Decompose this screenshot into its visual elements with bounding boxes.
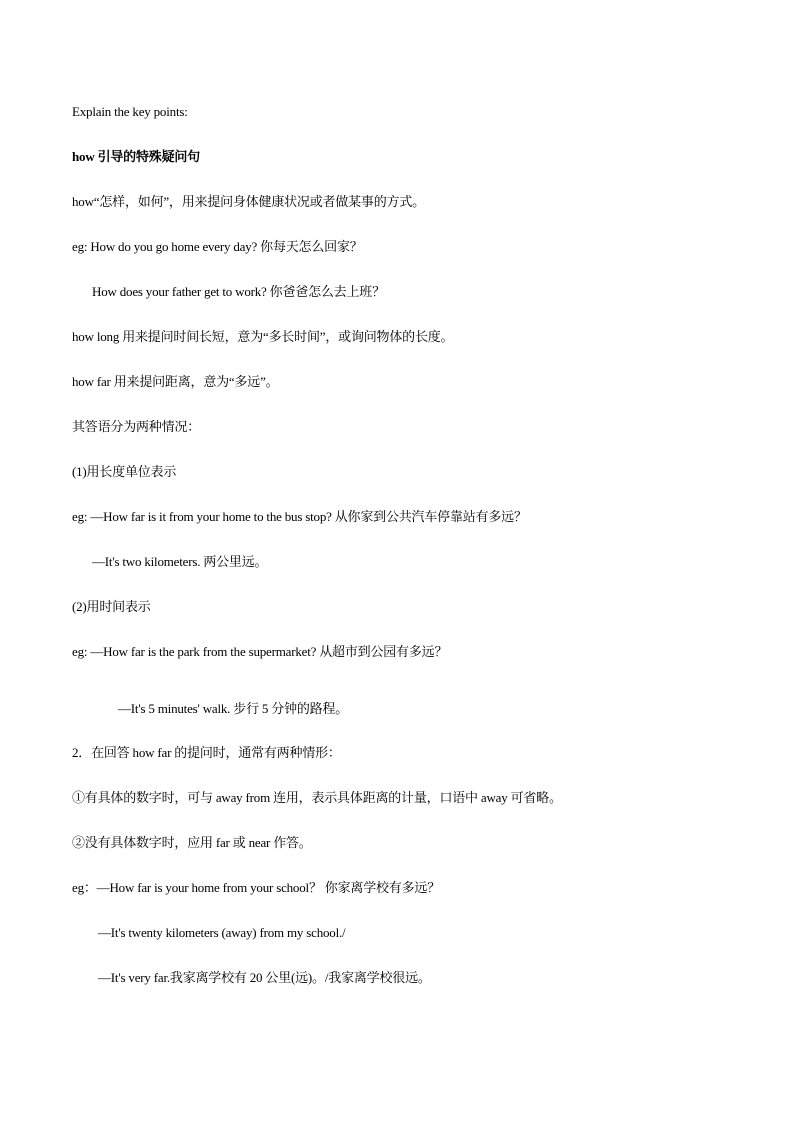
subheading: (1)用长度单位表示 bbox=[72, 464, 177, 479]
text-line: how long 用来提问时间长短，意为“多长时间”，或询问物体的长度。 bbox=[72, 329, 454, 344]
example-line: eg: —How far is it from your home to the bus stop? 从你家到公共汽车停靠站有多远？ bbox=[72, 509, 527, 524]
text-line: 其答语分为两种情况： bbox=[72, 419, 201, 434]
subheading: (2)用时间表示 bbox=[72, 599, 151, 614]
example-line: —It's very far.我家离学校有 20 公里(远)。/我家离学校很远。 bbox=[98, 970, 431, 985]
example-line: How does your father get to work? 你爸爸怎么去上班？ bbox=[92, 284, 385, 299]
example-line: —It's twenty kilometers (away) from my school./ bbox=[98, 925, 346, 940]
example-line: eg: —How far is the park from the supermarket? 从超市到公园有多远？ bbox=[72, 644, 448, 659]
example-line: eg：—How far is your home from your school？ 你家离学校有多远？ bbox=[72, 880, 440, 895]
text-line: how far 用来提问距离，意为“多远”。 bbox=[72, 374, 279, 389]
example-line: —It's 5 minutes' walk. 步行 5 分钟的路程。 bbox=[118, 701, 349, 716]
heading: Explain the key points: bbox=[72, 104, 188, 119]
text-line: ②没有具体数字时，应用 far 或 near 作答。 bbox=[72, 835, 312, 850]
example-line: —It's two kilometers. 两公里远。 bbox=[92, 554, 268, 569]
example-line: eg: How do you go home every day? 你每天怎么回家？ bbox=[72, 239, 363, 254]
text-line: 2．在回答 how far 的提问时，通常有两种情形： bbox=[72, 745, 341, 760]
section-title: how 引导的特殊疑问句 bbox=[72, 149, 200, 164]
text-line: ①有具体的数字时，可与 away from 连用，表示具体距离的计量，口语中 away 可省略。 bbox=[72, 790, 562, 805]
text-line: how“怎样，如何”，用来提问身体健康状况或者做某事的方式。 bbox=[72, 194, 425, 209]
